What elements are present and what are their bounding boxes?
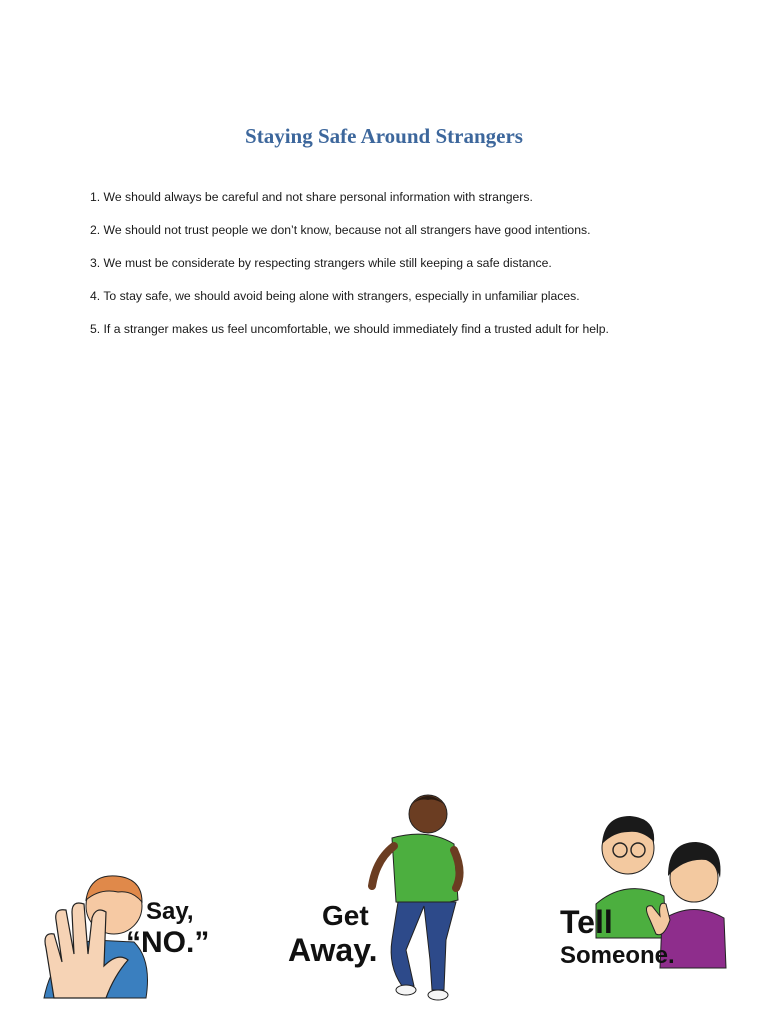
tell-label: Tell [560,904,613,940]
get-label: Get [322,900,369,931]
say-no-illustration [34,870,234,1000]
rule-item: 5. If a stranger makes us feel uncomfortable, we should immediately find a trusted adult for help. [90,322,609,336]
get-away-illustration [284,790,474,1005]
safety-rules-list [90,188,730,353]
page-title: Staying Safe Around Strangers [245,124,523,148]
no-label: “NO.” [126,926,210,959]
rule-item: 4. To stay safe, we should avoid being alone with strangers, especially in unfamiliar places. [90,289,580,303]
tell-someone-illustration [556,808,736,978]
say-label: Say, [146,898,194,925]
rule-item: 1. We should always be careful and not share personal information with strangers. [90,190,533,204]
running-child-icon [284,790,474,1005]
rule-item: 2. We should not trust people we don’t know, because not all strangers have good intentions. [90,223,591,237]
someone-label: Someone. [560,942,675,969]
rule-item: 3. We must be considerate by respecting strangers while still keeping a safe distance. [90,256,552,270]
away-label: Away. [288,932,378,968]
